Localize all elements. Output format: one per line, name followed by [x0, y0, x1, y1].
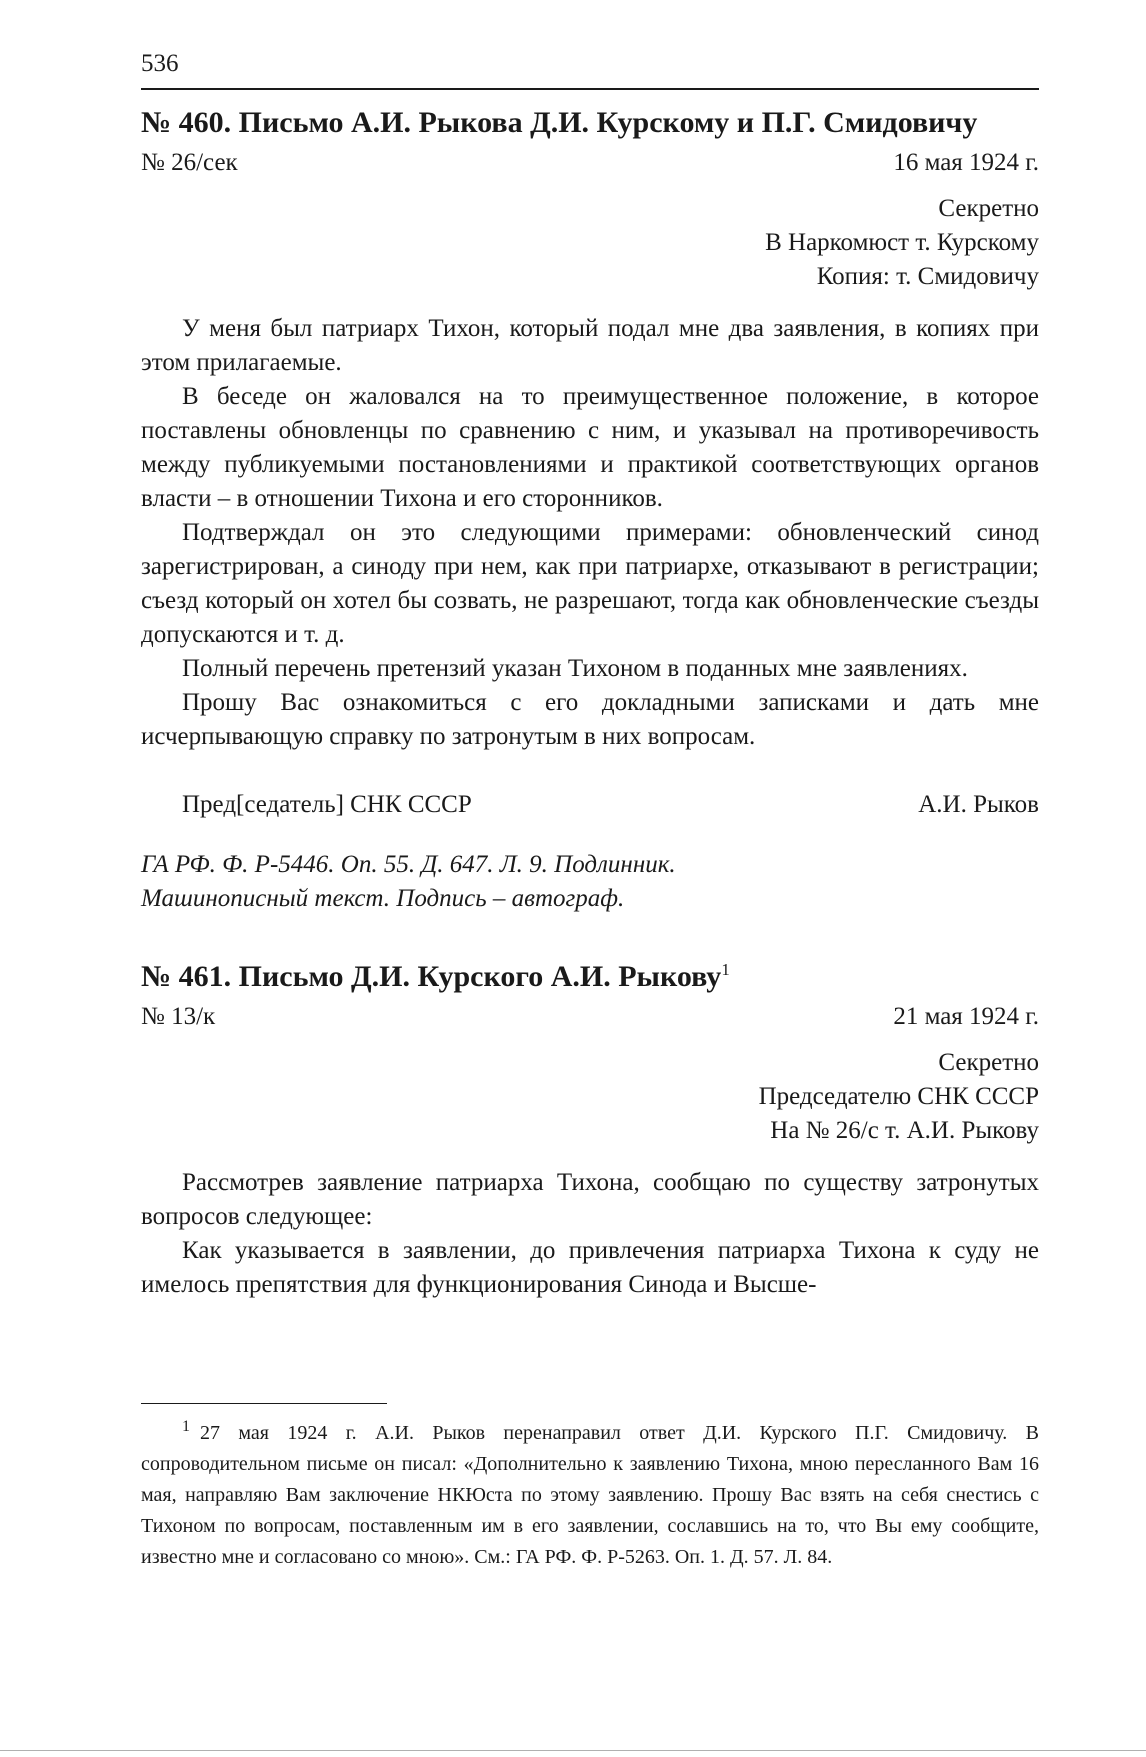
doc-460-paragraph-1: У меня был патриарх Тихон, который подал мне два заявления, в копиях при этом прилагаемые.	[141, 315, 1039, 376]
doc-460-date: 16 мая 1924 г.	[893, 149, 1039, 176]
doc-461-footnote-ref[interactable]: 1	[721, 960, 730, 979]
doc-460-signature-name: А.И. Рыков	[918, 791, 1039, 818]
doc-460-recipient: В Наркомюст т. Курскому	[765, 229, 1039, 256]
doc-460-classification: Секретно	[938, 195, 1039, 222]
section-gap	[141, 916, 1039, 958]
header-rule	[141, 88, 1039, 90]
doc-461-number-date	[141, 1000, 1039, 1034]
doc-460-paragraph-5: Прошу Вас ознакомиться с его докладными записками и дать мне исчерпывающую справку по затронутым в них вопросам.	[141, 689, 1039, 750]
doc-460-paragraph-2: В беседе он жаловался на то преимущественное положение, в которое поставлены обновленцы по сравнению с ним, и указывал на противоречивость между публикуемыми постановлениями и практикой соответствующих органов власти – в отношении Тихона и его сторонников.	[141, 383, 1039, 512]
footnote-rule	[141, 1403, 387, 1404]
page-number: 536	[141, 50, 179, 77]
doc-460-title: № 460. Письмо А.И. Рыкова Д.И. Курскому и П.Г. Смидовичу	[141, 106, 978, 139]
footnote-marker: 1	[182, 1418, 190, 1436]
doc-460-paragraph-3: Подтверждал он это следующими примерами: обновленческий синод зарегистрирован, а синоду при нем, как при патриархе, отказывают в регистрации; съезд который он хотел бы созвать, не разрешают, тогда как обновленческие съезды допускаются и т. д.	[141, 519, 1039, 648]
doc-460-source-line-1: ГА РФ. Ф. Р-5446. Оп. 55. Д. 647. Л. 9. Подлинник.	[141, 851, 676, 878]
footnote-text: 27 мая 1924 г. А.И. Рыков перенаправил ответ Д.И. Курского П.Г. Смидовичу. В сопроводительном письме он писал: «Дополнительно к заявлению Тихона, мною пересланного Вам 16 мая, направляю Вам заключение НКЮста по этому заявлению. Прошу Вас взять на себя снестись с Тихоном по вопросам, поставленным им в его заявлении, сославшись на то, что Вы ему сообщите, известно мне и согласовано со мною». См.: ГА РФ. Ф. Р-5263. Оп. 1. Д. 57. Л. 84.	[141, 1422, 1039, 1568]
doc-461-number: № 13/к	[141, 1003, 216, 1030]
doc-460-number: № 26/сек	[141, 149, 238, 176]
doc-460-signature	[141, 788, 1039, 822]
doc-461-paragraph-1: Рассмотрев заявление патриарха Тихона, сообщаю по существу затронутых вопросов следующее:	[141, 1169, 1039, 1230]
doc-460-source-line-2: Машинописный текст. Подпись – автограф.	[141, 885, 625, 912]
doc-461-address	[141, 1046, 1039, 1148]
doc-460-paragraph-4: Полный перечень претензий указан Тихоном в поданных мне заявлениях.	[182, 655, 968, 682]
doc-461-classification: Секретно	[938, 1049, 1039, 1076]
footnote-1	[141, 1418, 1039, 1573]
doc-460-source	[141, 848, 1039, 916]
bottom-edge-line	[0, 1750, 1146, 1751]
doc-460-number-date	[141, 146, 1039, 180]
doc-460-address	[141, 192, 1039, 294]
doc-461-title	[141, 958, 1039, 996]
doc-461-title-text: № 461. Письмо Д.И. Курского А.И. Рыкову	[141, 960, 722, 993]
doc-461-body	[141, 1166, 1039, 1302]
doc-461-date: 21 мая 1924 г.	[893, 1003, 1039, 1030]
doc-460-signature-position: Пред[седатель] СНК СССР	[182, 791, 472, 818]
document-460	[141, 104, 1039, 916]
doc-461-reference: На № 26/с т. А.И. Рыкову	[770, 1117, 1039, 1144]
doc-460-copy: Копия: т. Смидовичу	[816, 263, 1039, 290]
doc-461-recipient: Председателю СНК СССР	[758, 1083, 1039, 1110]
doc-460-body	[141, 312, 1039, 754]
document-461	[141, 958, 1039, 1302]
page-content	[141, 104, 1039, 1302]
doc-461-paragraph-2: Как указывается в заявлении, до привлечения патриарха Тихона к суду не имелось препятствия для функционирования Синода и Высше-	[141, 1237, 1039, 1298]
